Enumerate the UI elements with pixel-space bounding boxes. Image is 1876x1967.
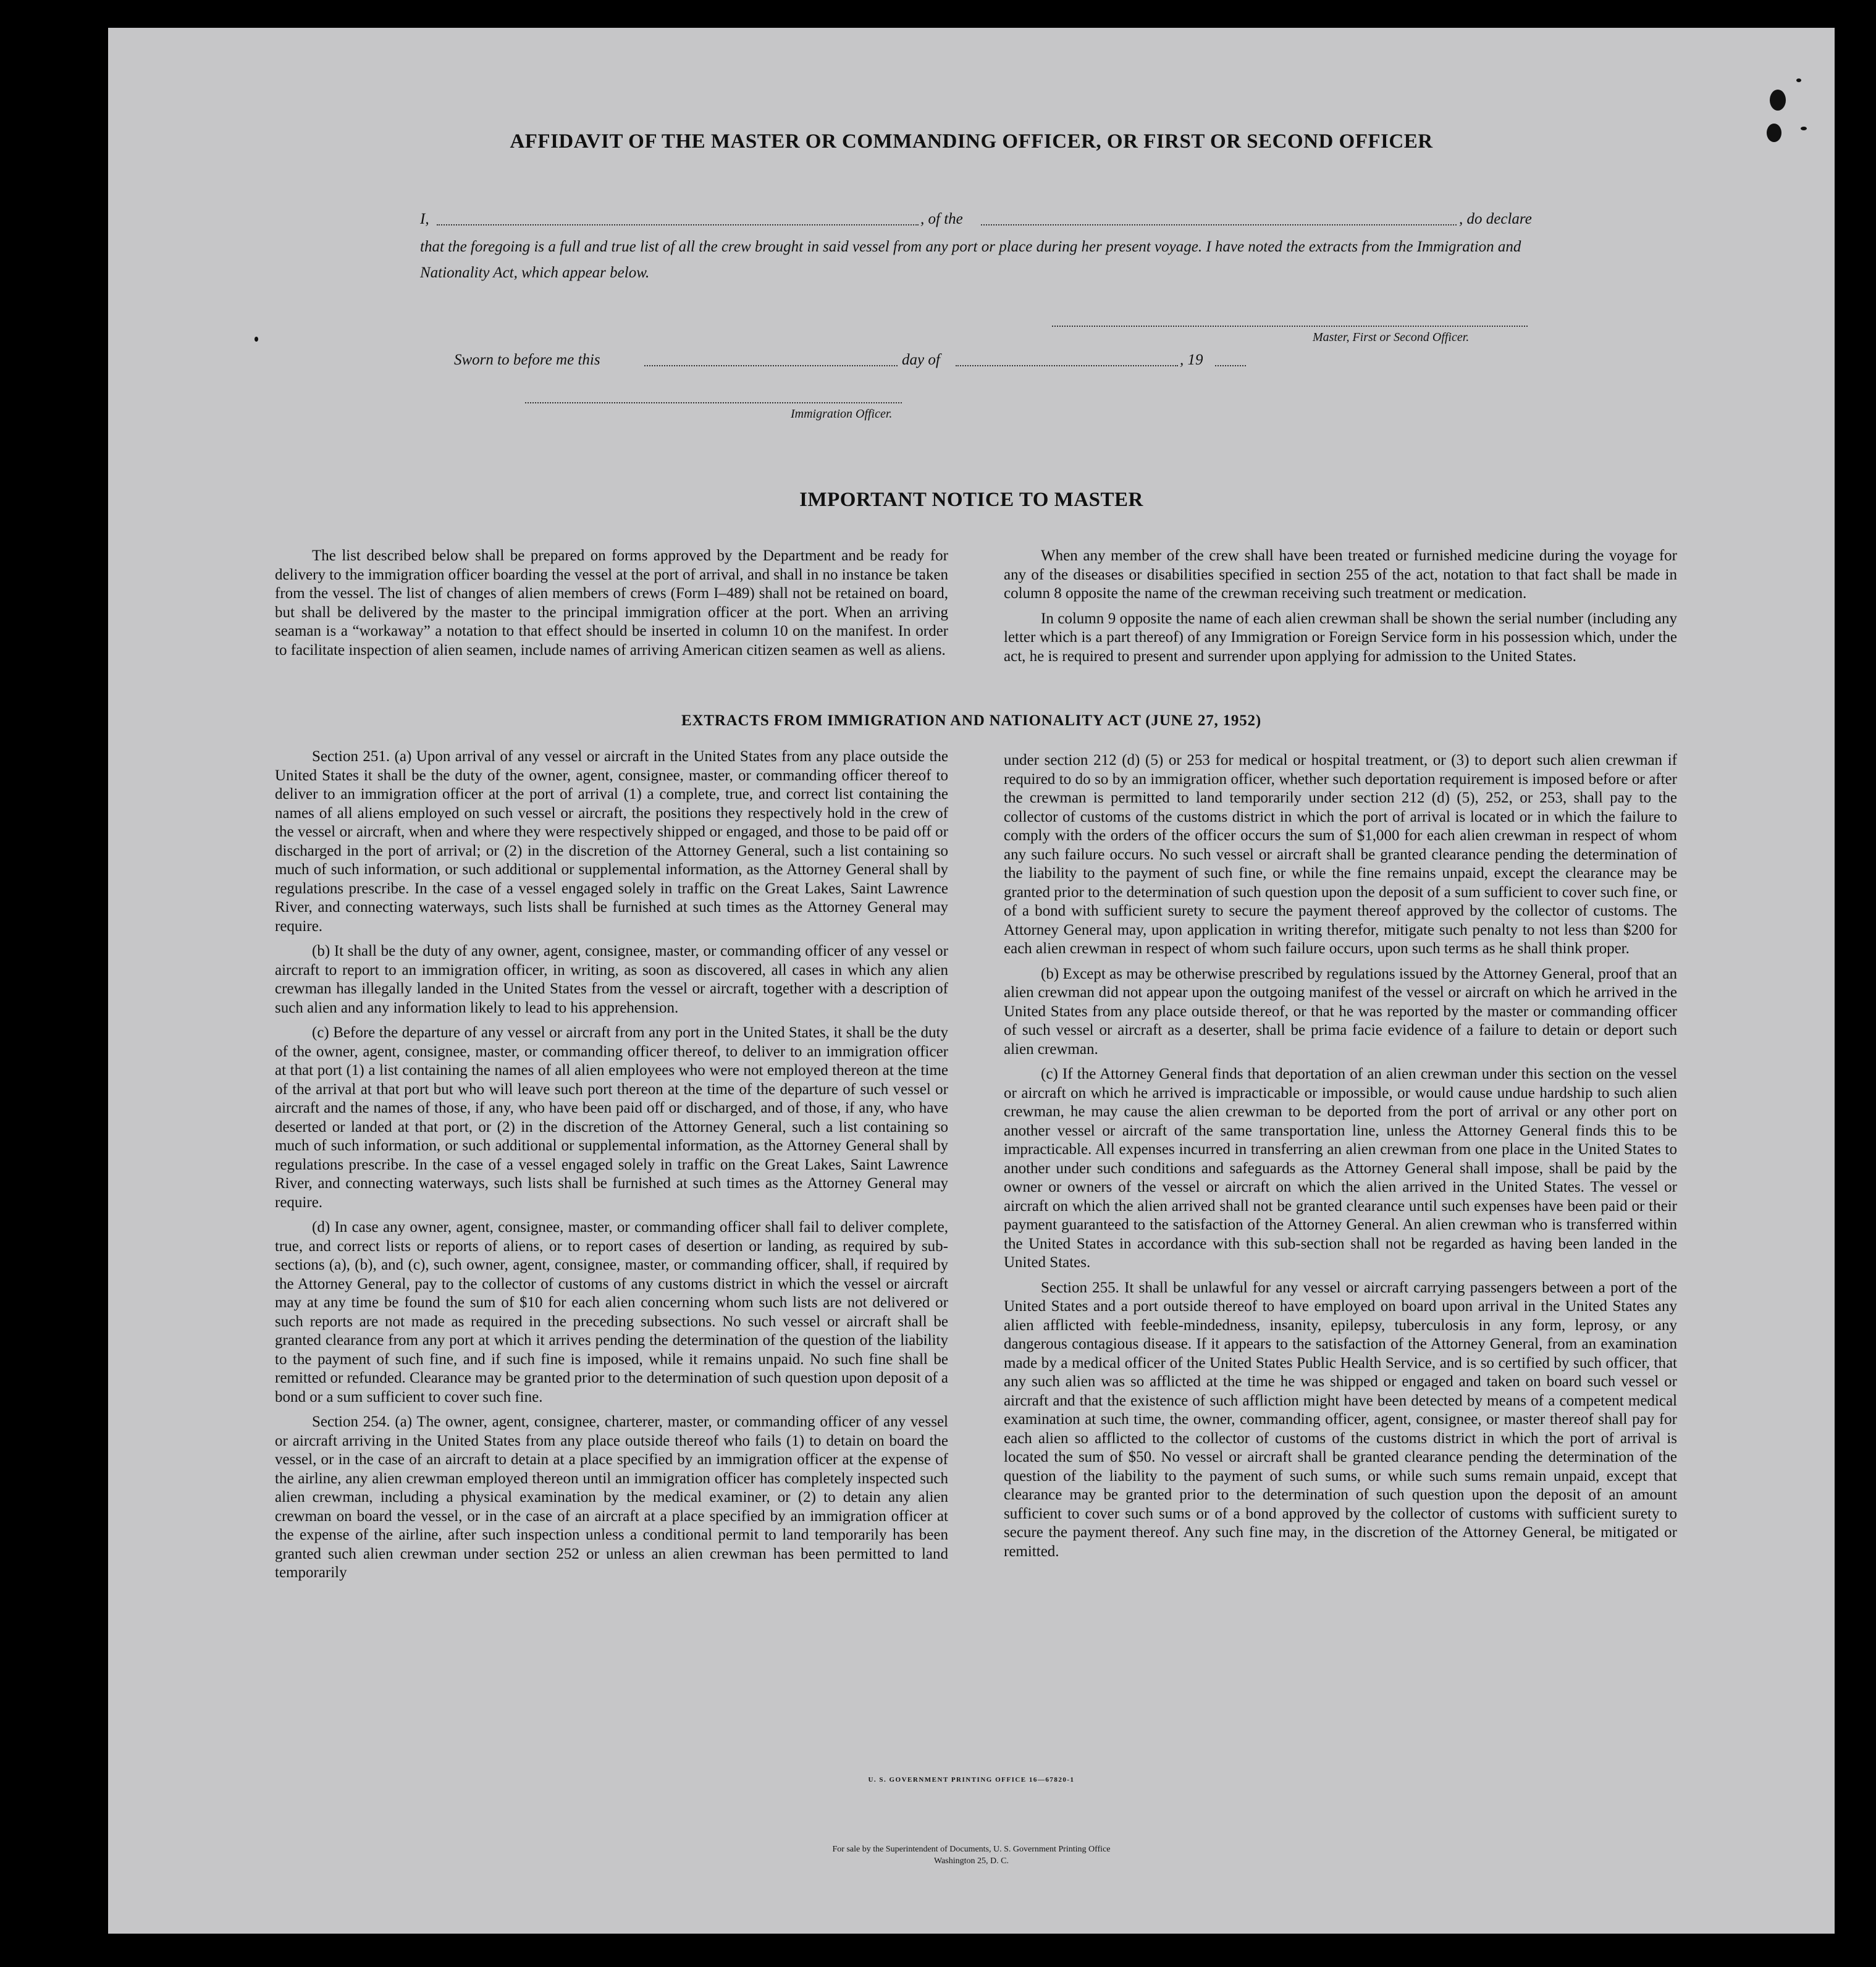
year-label: , 19 bbox=[1180, 352, 1203, 368]
do-declare-label: , do declare bbox=[1459, 211, 1532, 227]
extracts-title: EXTRACTS FROM IMMIGRATION AND NATIONALITY ACT (JUNE 27, 1952) bbox=[681, 712, 1261, 729]
scan-speck bbox=[1767, 124, 1781, 142]
scan-speck bbox=[254, 337, 258, 342]
year-field[interactable] bbox=[1215, 365, 1246, 366]
scan-speck bbox=[1796, 78, 1801, 82]
sworn-label: Sworn to before me this bbox=[454, 352, 600, 368]
vessel-field[interactable] bbox=[981, 224, 1457, 225]
notice-right-column bbox=[1004, 547, 1677, 672]
scan-speck bbox=[1801, 127, 1807, 130]
of-the-label: , of the bbox=[920, 211, 963, 227]
notice-right-paragraph-1: When any member of the crew shall have been treated or furnished medicine during the voyage for any of the diseases or disabilities specified in section 255 of the act, notation to that fact shall be made in column 8 opposite the name of the crewman receiving such treatment or medication. bbox=[1004, 547, 1677, 602]
section-254-b: (b) Except as may be otherwise prescribed by regulations issued by the Attorney General, proof that an alien crewman did not appear upon the outgoing manifest of the vessel or aircraft on which he arrived in the United States from any place outside thereof, or that he was reported by the master or commanding officer of such vessel or aircraft as a deserter, shall be prima facie evidence of a failure to detain or deport such alien crewman. bbox=[1004, 965, 1677, 1058]
notice-right-paragraph-2: In column 9 opposite the name of each alien crewman shall be shown the serial number (including any letter which is a part thereof) of any Immigration or Foreign Service form in his possession which, under the act, he is required to present and surrender upon applying for admission to the United States. bbox=[1004, 610, 1677, 665]
affidavit-i-label: I, bbox=[420, 211, 429, 227]
document-page bbox=[108, 28, 1835, 1934]
immigration-officer-signature-line[interactable] bbox=[525, 402, 902, 403]
for-sale-notice: For sale by the Superintendent of Documents, U. S. Government Printing Office bbox=[832, 1845, 1111, 1854]
section-254-c: (c) If the Attorney General finds that deportation of an alien crewman under this section on the vessel or aircraft on which he arrived is impracticable or impossible, or would cause undue hardship to such alien crewman, he may cause the alien crewman to be deported from the port of arrival or any other port on another vessel or aircraft of the same transportation line, unless the Attorney General finds this to be impracticable. All expenses incurred in transferring an alien crewman from one place in the United States to another under such conditions and safeguards as the Attorney General shall impose, shall be paid by the owner or owners of the vessel or aircraft on which the alien arrived in the United States. The vessel or aircraft on which the alien arrived shall not be granted clearance until such expenses have been paid or their payment guaranteed to the satisfaction of the Attorney General. An alien crewman who is transferred within the United States in accordance with this sub-section shall not be regarded as having been landed in the United States. bbox=[1004, 1066, 1677, 1271]
printing-office-imprint: U. S. GOVERNMENT PRINTING OFFICE 16—67820-1 bbox=[868, 1776, 1075, 1784]
immigration-officer-caption: Immigration Officer. bbox=[791, 407, 893, 421]
affidavit-title: AFFIDAVIT OF THE MASTER OR COMMANDING OFFICER, OR FIRST OR SECOND OFFICER bbox=[510, 130, 1433, 153]
extracts-left-column bbox=[275, 748, 948, 1589]
section-254-a-continued: under section 212 (d) (5) or 253 for medical or hospital treatment, or (3) to deport such alien crewman if required to do so by an immigration officer, whether such deportation requirement is imposed before or after the crewman is permitted to land temporarily under section 212 (d) (5), 252, or 253, shall pay to the collector of customs of the customs district in which the port of arrival is located or in which the failure to comply with the orders of the officer occurs the sum of $1,000 for each alien crewman in respect of whom any such failure occurs. No such vessel or aircraft shall be granted clearance pending the determination of the liability to the payment of such fine, or while the fine remains unpaid, except the clearance may be granted prior to the determination of such question upon the deposit of a sum sufficient to cover such fine, or of a bond with sufficient surety to secure the payment thereof approved by the collector of customs. The Attorney General may, upon application in writing therefor, mitigate such penalty to not less than $200 for each alien crewman in respect of whom such failure occurs, upon such terms as he shall think proper. bbox=[1004, 752, 1677, 957]
master-signature-caption: Master, First or Second Officer. bbox=[1313, 331, 1470, 344]
section-255: Section 255. It shall be unlawful for any vessel or aircraft carrying passengers between a port of the United States and a port outside thereof to have employed on board upon arrival in the United States any alien afflicted with feeble-mindedness, insanity, epilepsy, tuberculosis in any form, leprosy, or any dangerous contagious disease. If it appears to the satisfaction of the Attorney General, from an examination made by a medical officer of the United States Public Health Service, and is so certified by such officer, that any such alien was so afflicted at the time he was shipped or engaged and taken on board such vessel or aircraft and that the existence of such affliction might have been detected by means of a competent medical examination at such time, the owner, commanding officer, agent, consignee, or master thereof shall pay for each alien so afflicted to the collector of customs of the customs district in which the port of arrival is located the sum of $50. No vessel or aircraft shall be granted clearance pending the determination of the question of the liability to the payment of such sums, or while such sums remain unpaid, except that clearance may be granted prior to the determination of such question upon the deposit of an amount sufficient to cover such sums or of a bond approved by the collector of customs with sufficient surety to secure the payment thereof. Any such fine may, in the discretion of the Attorney General, be mitigated or remitted. bbox=[1004, 1279, 1677, 1560]
scan-speck bbox=[1770, 90, 1786, 111]
section-251-a: Section 251. (a) Upon arrival of any vessel or aircraft in the United States from any place outside the United States it shall be the duty of the owner, agent, consignee, master, or commanding officer thereof to deliver to an immigration officer at the port of arrival (1) a complete, true, and correct list containing the names of all aliens employed on such vessel or aircraft, the positions they respectively hold in the crew of the vessel or aircraft, when and where they were respectively shipped or engaged, and those to be paid off or discharged in the port of arrival; or (2) in the discretion of the Attorney General, such a list containing so much of such information, or such additional or supplemental information, as the Attorney General shall by regulations prescribe. In the case of a vessel engaged solely in traffic on the Great Lakes, Saint Lawrence River, and connecting waterways, such lists shall be furnished at such times as the Attorney General may require. bbox=[275, 748, 948, 935]
section-251-c: (c) Before the departure of any vessel or aircraft from any port in the United States, it shall be the duty of the owner, agent, consignee, master, or commanding officer thereof, to deliver to an immigration officer at that port (1) a list containing the names of all alien employees who were not employed thereon at the time of the arrival at that port but who will leave such port thereon at the time of the departure of such vessel or aircraft and the names of those, if any, who have been paid off or discharged, and of those, if any, who have deserted or landed at that port, or (2) in the discretion of the Attorney General, such a list containing so much of such information, or such additional or supplemental information, as the Attorney General shall by regulations prescribe. In the case of a vessel engaged solely in traffic on the Great Lakes, Saint Lawrence River, and connecting waterways, such lists shall be furnished at such times as the Attorney General may require. bbox=[275, 1024, 948, 1211]
notice-left-paragraph: The list described below shall be prepared on forms approved by the Department and be ready for delivery to the immigration officer boarding the vessel at the port of arrival, and shall in no instance be taken from the vessel. The list of changes of alien members of crews (Form I–489) shall not be retained on board, but shall be delivered by the master to the principal immigration officer at the port. When an arriving seaman is a “workaway” a notation to that effect should be inserted in column 10 on the manifest. In order to facilitate inspection of alien seamen, include names of arriving American citizen seamen as well as aliens. bbox=[275, 547, 948, 659]
section-251-b: (b) It shall be the duty of any owner, agent, consignee, master, or commanding officer of any vessel or aircraft to report to an immigration officer, in writing, as soon as discovered, all cases in which any alien crewman has illegally landed in the United States from the vessel or aircraft, together with a description of such alien and any information likely to lead to his apprehension. bbox=[275, 943, 948, 1016]
notice-left-column bbox=[275, 547, 948, 666]
extracts-right-column bbox=[1004, 751, 1677, 1567]
month-field[interactable] bbox=[956, 365, 1178, 366]
day-of-label: day of bbox=[902, 352, 940, 368]
for-sale-address: Washington 25, D. C. bbox=[934, 1856, 1009, 1866]
master-signature-line[interactable] bbox=[1052, 326, 1528, 327]
section-254-a: Section 254. (a) The owner, agent, consignee, charterer, master, or commanding officer of any vessel or aircraft arriving in the United States from any place outside thereof who fails (1) to detain on board the vessel, or in the case of an aircraft to detain at a place specified by an immigration officer at the expense of the airline, any alien crewman employed thereon until an immigration officer has completely inspected such alien crewman, including a physical examination by the medical examiner, or (2) to detain any alien crewman on board the vessel, or in the case of an aircraft at a place specified by an immigration officer at the expense of the airline, after such inspection unless a conditional permit to land temporarily has been granted such alien crewman under section 252 or unless an alien crewman has been permitted to land temporarily bbox=[275, 1413, 948, 1581]
name-field[interactable] bbox=[437, 224, 919, 225]
notice-title: IMPORTANT NOTICE TO MASTER bbox=[799, 489, 1143, 511]
sworn-day-field[interactable] bbox=[644, 365, 898, 366]
declaration-text: that the foregoing is a full and true list of all the crew brought in said vessel from any port or place during her present voyage. I have noted the extracts from the Immigration and Nationality Act, which appear below. bbox=[420, 238, 1521, 281]
section-251-d: (d) In case any owner, agent, consignee, master, or commanding officer shall fail to deliver complete, true, and correct lists or reports of aliens, or to report cases of desertion or landing, as required by sub-sections (a), (b), and (c), such owner, agent, consignee, master, or commanding officer, shall, if required by the Attorney General, pay to the collector of customs of any customs district in which the vessel or aircraft may at any time be found the sum of $10 for each alien concerning whom such lists are not delivered or such reports are not made as required in the preceding subsections. No such vessel or aircraft shall be granted clearance from any port at which it arrives pending the determination of the question of the liability to the payment of such fine, and if such fine is imposed, while it remains unpaid. No such fine shall be remitted or refunded. Clearance may be granted prior to the determination of such question upon deposit of a bond or a sum sufficient to cover such fine. bbox=[275, 1219, 948, 1405]
